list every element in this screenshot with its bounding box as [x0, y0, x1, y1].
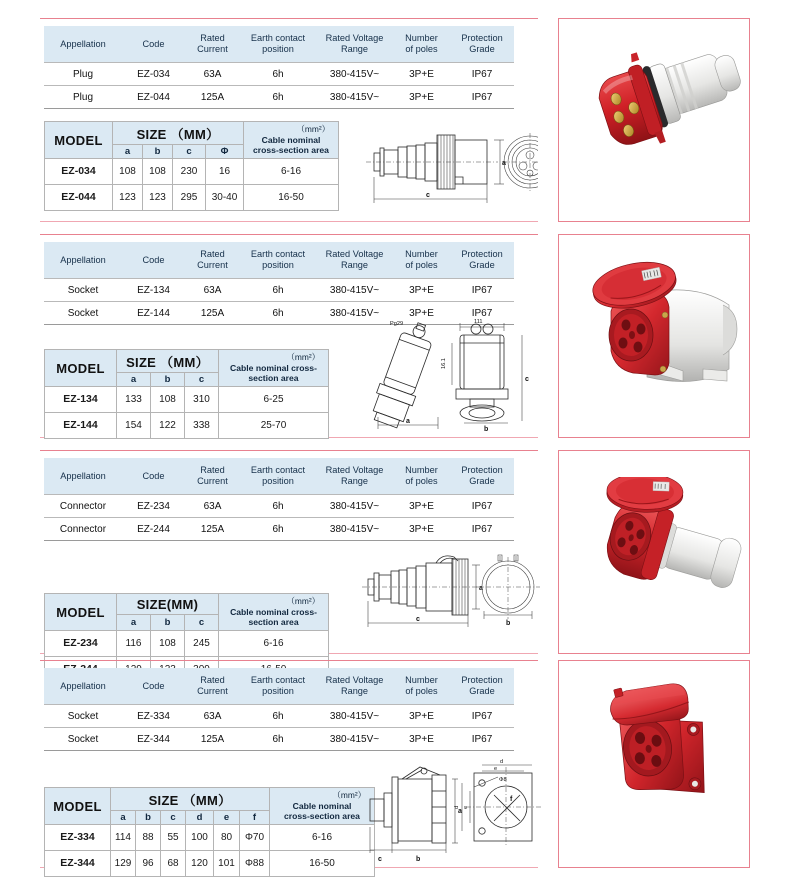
- cell-dim-c: 295: [173, 184, 206, 210]
- cable-unit: （mm²）: [296, 124, 330, 135]
- cell-appellation: Socket: [44, 728, 122, 751]
- connector-tables-column: [40, 450, 538, 654]
- col-appellation: Appellation: [44, 242, 122, 279]
- cell-code: EZ-034: [122, 63, 185, 86]
- col-earth-contact: Earth contact position: [240, 26, 316, 63]
- svg-text:c: c: [525, 376, 529, 383]
- cell-current: 125A: [185, 728, 240, 751]
- cell-code: EZ-044: [122, 86, 185, 109]
- cell-voltage: 380-415V~: [316, 302, 393, 325]
- svg-text:c: c: [378, 856, 382, 863]
- svg-text:Pg29: Pg29: [390, 321, 404, 327]
- cell-poles: 3P+E: [393, 728, 450, 751]
- table-row: [44, 63, 514, 86]
- cell-code: EZ-234: [122, 495, 185, 518]
- cell-appellation: Plug: [44, 86, 122, 109]
- wall-socket-tables-column: [40, 234, 538, 438]
- cell-current: 63A: [185, 279, 240, 302]
- svg-text:d: d: [454, 805, 460, 809]
- cable-unit: （mm²）: [332, 790, 366, 801]
- col-dim-c: c: [185, 614, 219, 630]
- cell-appellation: Socket: [44, 302, 122, 325]
- connector-photo-column: [558, 450, 750, 654]
- table-row: [45, 850, 375, 876]
- cell-protection: IP67: [450, 705, 514, 728]
- cell-dim-a: 154: [117, 412, 151, 438]
- product-section-plug: [40, 18, 750, 222]
- table-row: [44, 705, 514, 728]
- wall-socket-product-photo: [573, 257, 758, 402]
- cell-protection: IP67: [450, 728, 514, 751]
- plug-product-photo: [583, 35, 753, 165]
- cell-poles: 3P+E: [393, 705, 450, 728]
- svg-text:d: d: [500, 759, 504, 765]
- cell-voltage: 380-415V~: [316, 279, 393, 302]
- panel-socket-model-table: [44, 787, 375, 876]
- cell-dim-c: 245: [185, 630, 219, 656]
- cell-code: EZ-334: [122, 705, 185, 728]
- cell-code: EZ-244: [122, 518, 185, 541]
- table-header-row: [45, 788, 375, 810]
- cell-dim-b: 122: [151, 412, 185, 438]
- col-protection: Protection Grade: [450, 242, 514, 279]
- col-code: Code: [122, 458, 185, 495]
- svg-text:Φ8: Φ8: [499, 777, 507, 783]
- cell-voltage: 380-415V~: [316, 728, 393, 751]
- col-dim-d: d: [186, 810, 214, 824]
- col-appellation: Appellation: [44, 26, 122, 63]
- col-voltage: Rated Voltage Range: [316, 26, 393, 63]
- svg-text:a: a: [502, 160, 506, 167]
- cell-appellation: Connector: [44, 518, 122, 541]
- cell-dim-b: 123: [143, 184, 173, 210]
- cell-dim-b: 88: [136, 824, 161, 850]
- col-dim-a: a: [117, 372, 151, 386]
- col-model: MODEL: [45, 788, 111, 824]
- panel-socket-tables-column: [40, 660, 538, 868]
- cell-cable: 25-70: [219, 412, 329, 438]
- cell-model: EZ-034: [45, 158, 113, 184]
- svg-text:16.1: 16.1: [441, 358, 447, 369]
- cell-appellation: Connector: [44, 495, 122, 518]
- col-code: Code: [122, 668, 185, 705]
- cell-appellation: Socket: [44, 279, 122, 302]
- wall-socket-model-table: [44, 349, 329, 438]
- cell-earth: 6h: [240, 302, 316, 325]
- table-header-row: [44, 242, 514, 279]
- cell-dim-a: 114: [111, 824, 136, 850]
- cell-dim-d: 100: [186, 824, 214, 850]
- svg-text:a: a: [406, 418, 410, 425]
- cell-cable: 6-25: [219, 386, 329, 412]
- cell-current: 63A: [185, 705, 240, 728]
- cell-model: EZ-344: [45, 850, 111, 876]
- col-protection: Protection Grade: [450, 26, 514, 63]
- cell-voltage: 380-415V~: [316, 495, 393, 518]
- svg-text:111: 111: [474, 319, 483, 325]
- cell-cable: 6-16: [219, 630, 329, 656]
- cell-dim-a: 108: [113, 158, 143, 184]
- cell-dim-e: 101: [214, 850, 240, 876]
- cell-current: 125A: [185, 86, 240, 109]
- cell-dim-a: 133: [117, 386, 151, 412]
- col-cable-area: （mm²） Cable nominal cross- section area: [219, 594, 329, 630]
- cell-protection: IP67: [450, 279, 514, 302]
- panel-socket-spec-table: [44, 668, 514, 751]
- cell-protection: IP67: [450, 63, 514, 86]
- table-header-row: [45, 122, 339, 144]
- col-voltage: Rated Voltage Range: [316, 458, 393, 495]
- cell-dim-a: 123: [113, 184, 143, 210]
- cell-appellation: Socket: [44, 705, 122, 728]
- col-earth-contact: Earth contact position: [240, 458, 316, 495]
- cell-earth: 6h: [240, 728, 316, 751]
- col-dim-c: c: [185, 372, 219, 386]
- svg-text:b: b: [416, 856, 421, 863]
- cell-dim-f: Φ70: [240, 824, 270, 850]
- table-row: [44, 86, 514, 109]
- cell-dim-phi: 30-40: [206, 184, 244, 210]
- panel-socket-technical-drawing: [362, 757, 542, 867]
- cell-model: EZ-044: [45, 184, 113, 210]
- col-poles: Number of poles: [393, 242, 450, 279]
- cell-dim-b: 96: [136, 850, 161, 876]
- cell-dim-a: 116: [117, 630, 151, 656]
- table-row: [45, 630, 329, 656]
- col-cable-area: （mm²） Cable nominal cross- section area: [219, 350, 329, 386]
- cell-dim-c: 338: [185, 412, 219, 438]
- svg-text:c: c: [416, 616, 420, 623]
- col-poles: Number of poles: [393, 458, 450, 495]
- col-dim-a: a: [117, 614, 151, 630]
- col-earth-contact: Earth contact position: [240, 668, 316, 705]
- cell-dim-phi: 16: [206, 158, 244, 184]
- col-dim-e: e: [214, 810, 240, 824]
- col-rated-current: Rated Current: [185, 26, 240, 63]
- cell-poles: 3P+E: [393, 518, 450, 541]
- cell-dim-b: 108: [143, 158, 173, 184]
- cell-dim-c: 310: [185, 386, 219, 412]
- cell-model: EZ-134: [45, 386, 117, 412]
- plug-spec-table: [44, 26, 514, 109]
- table-header-row: [44, 458, 514, 495]
- cell-current: 63A: [185, 495, 240, 518]
- cell-current: 63A: [185, 63, 240, 86]
- cell-dim-c: 55: [161, 824, 186, 850]
- cell-cable: 6-16: [270, 824, 375, 850]
- col-dim-b: b: [151, 372, 185, 386]
- col-model: MODEL: [45, 122, 113, 158]
- connector-product-photo: [575, 477, 760, 617]
- cell-dim-b: 108: [151, 386, 185, 412]
- wall-socket-technical-drawing: [352, 313, 538, 433]
- col-earth-contact: Earth contact position: [240, 242, 316, 279]
- panel-socket-product-photo: [581, 673, 756, 823]
- svg-text:a: a: [458, 808, 462, 815]
- col-dim-c: c: [161, 810, 186, 824]
- col-dim-b: b: [136, 810, 161, 824]
- cell-poles: 3P+E: [393, 302, 450, 325]
- connector-technical-drawing: [360, 549, 540, 641]
- cell-cable: 16-50: [244, 184, 339, 210]
- cell-protection: IP67: [450, 495, 514, 518]
- plug-technical-drawing: [352, 127, 538, 223]
- col-appellation: Appellation: [44, 458, 122, 495]
- col-poles: Number of poles: [393, 26, 450, 63]
- col-model: MODEL: [45, 594, 117, 630]
- table-row: [45, 158, 339, 184]
- cell-current: 125A: [185, 302, 240, 325]
- cell-cable: 16-50: [270, 850, 375, 876]
- table-header-row: [45, 594, 329, 614]
- plug-model-table: [44, 121, 339, 210]
- cell-cable: 6-16: [244, 158, 339, 184]
- cell-dim-a: 129: [111, 850, 136, 876]
- col-dim-c: c: [173, 144, 206, 158]
- svg-text:b: b: [484, 426, 489, 433]
- cell-appellation: Plug: [44, 63, 122, 86]
- cell-voltage: 380-415V~: [316, 705, 393, 728]
- col-dim-phi: Φ: [206, 144, 244, 158]
- svg-text:b: b: [506, 620, 511, 627]
- cell-current: 125A: [185, 518, 240, 541]
- cell-voltage: 380-415V~: [316, 86, 393, 109]
- cell-voltage: 380-415V~: [316, 518, 393, 541]
- col-cable-area: （mm²） Cable nominal cross-section area: [244, 122, 339, 158]
- cell-dim-c: 68: [161, 850, 186, 876]
- cell-model: EZ-234: [45, 630, 117, 656]
- cell-protection: IP67: [450, 302, 514, 325]
- cell-earth: 6h: [240, 63, 316, 86]
- col-protection: Protection Grade: [450, 668, 514, 705]
- cell-protection: IP67: [450, 86, 514, 109]
- table-row: [44, 728, 514, 751]
- product-section-connector: [40, 450, 750, 654]
- col-dim-f: f: [240, 810, 270, 824]
- col-dim-a: a: [111, 810, 136, 824]
- cell-code: EZ-344: [122, 728, 185, 751]
- col-model: MODEL: [45, 350, 117, 386]
- col-dim-b: b: [151, 614, 185, 630]
- cell-voltage: 380-415V~: [316, 63, 393, 86]
- cell-code: EZ-134: [122, 279, 185, 302]
- svg-text:e: e: [494, 766, 498, 772]
- cell-model: EZ-144: [45, 412, 117, 438]
- cell-earth: 6h: [240, 518, 316, 541]
- cable-unit: （mm²）: [286, 352, 320, 363]
- connector-spec-table: [44, 458, 514, 541]
- col-dim-b: b: [143, 144, 173, 158]
- col-cable-area: （mm²） Cable nominal cross-section area: [270, 788, 375, 824]
- cell-poles: 3P+E: [393, 279, 450, 302]
- product-section-wall-socket: [40, 234, 750, 438]
- cell-poles: 3P+E: [393, 495, 450, 518]
- cell-poles: 3P+E: [393, 63, 450, 86]
- table-header-row: [44, 668, 514, 705]
- cell-earth: 6h: [240, 495, 316, 518]
- col-size: SIZE （MM）: [117, 350, 219, 372]
- col-protection: Protection Grade: [450, 458, 514, 495]
- col-dim-a: a: [113, 144, 143, 158]
- col-code: Code: [122, 26, 185, 63]
- cell-earth: 6h: [240, 86, 316, 109]
- col-size: SIZE （MM）: [113, 122, 244, 144]
- cell-protection: IP67: [450, 518, 514, 541]
- table-row: [44, 518, 514, 541]
- table-row: [45, 824, 375, 850]
- col-voltage: Rated Voltage Range: [316, 668, 393, 705]
- col-code: Code: [122, 242, 185, 279]
- table-header-row: [44, 26, 514, 63]
- svg-text:f: f: [510, 796, 513, 803]
- cell-poles: 3P+E: [393, 86, 450, 109]
- cable-unit: （mm²）: [286, 596, 321, 607]
- table-row: [44, 495, 514, 518]
- table-row: [45, 184, 339, 210]
- col-voltage: Rated Voltage Range: [316, 242, 393, 279]
- cell-dim-b: 108: [151, 630, 185, 656]
- panel-socket-photo-column: [558, 660, 750, 868]
- product-section-panel-socket: [40, 660, 750, 868]
- cell-dim-c: 230: [173, 158, 206, 184]
- cell-dim-d: 120: [186, 850, 214, 876]
- plug-photo-column: [558, 18, 750, 222]
- table-row: [44, 279, 514, 302]
- svg-text:c: c: [426, 192, 430, 199]
- plug-tables-column: [40, 18, 538, 222]
- cell-dim-e: 80: [214, 824, 240, 850]
- col-size: SIZE （MM）: [111, 788, 270, 810]
- cell-model: EZ-334: [45, 824, 111, 850]
- cell-earth: 6h: [240, 705, 316, 728]
- cell-dim-f: Φ88: [240, 850, 270, 876]
- col-rated-current: Rated Current: [185, 668, 240, 705]
- svg-text:a: a: [479, 585, 483, 592]
- col-rated-current: Rated Current: [185, 242, 240, 279]
- table-row: [45, 386, 329, 412]
- table-header-row: [45, 350, 329, 372]
- col-appellation: Appellation: [44, 668, 122, 705]
- table-row: [45, 412, 329, 438]
- cell-code: EZ-144: [122, 302, 185, 325]
- col-size: SIZE(MM): [117, 594, 219, 614]
- col-poles: Number of poles: [393, 668, 450, 705]
- svg-text:e: e: [463, 805, 469, 809]
- wall-socket-photo-column: [558, 234, 750, 438]
- col-rated-current: Rated Current: [185, 458, 240, 495]
- cell-earth: 6h: [240, 279, 316, 302]
